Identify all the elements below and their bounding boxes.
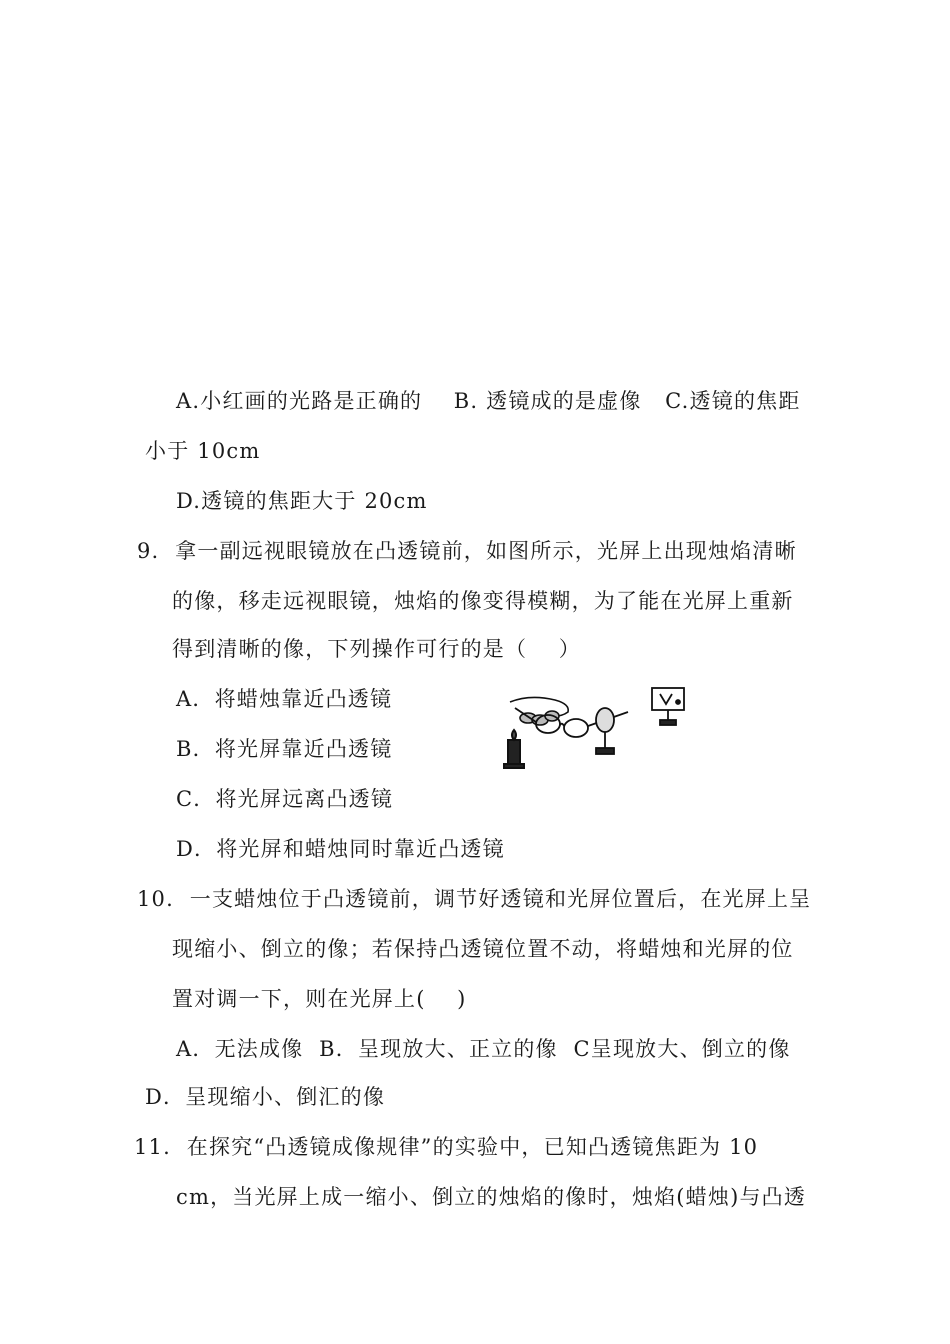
q9-option-b: B．将光屏靠近凸透镜 [176, 737, 393, 761]
q8-options-line-2: 小于 10cm [145, 439, 261, 463]
q10-stem-line-3: 置对调一下，则在光屏上( ) [172, 987, 467, 1011]
light-screen-icon [652, 688, 684, 725]
q10-options-line-1: A．无法成像 B．呈现放大、正立的像 C呈现放大、倒立的像 [176, 1037, 791, 1061]
q9-stem-line-1: 9. 拿一副远视眼镜放在凸透镜前，如图所示，光屏上出现烛焰清晰 [137, 539, 797, 563]
q9-stem-line-2: 的像，移走远视眼镜，烛焰的像变得模糊，为了能在光屏上重新 [172, 589, 794, 613]
candle-glasses-lens-screen-figure-icon [500, 680, 700, 775]
q9-option-c: C．将光屏远离凸透镜 [176, 787, 394, 811]
q9-option-d: D．将光屏和蜡烛同时靠近凸透镜 [176, 837, 505, 861]
q10-options-line-2: D．呈现缩小、倒汇的像 [145, 1085, 386, 1109]
q8-options-line-1: A.小红画的光路是正确的 B. 透镜成的是虚像 C.透镜的焦距 [176, 389, 801, 413]
q11-stem-line-1: 11. 在探究“凸透镜成像规律”的实验中，已知凸透镜焦距为 10 [134, 1135, 759, 1159]
q10-stem-line-2: 现缩小、倒立的像；若保持凸透镜位置不动，将蜡烛和光屏的位 [172, 937, 794, 961]
q10-stem-line-1: 10. 一支蜡烛位于凸透镜前，调节好透镜和光屏位置后，在光屏上呈 [137, 887, 812, 911]
q8-option-d: D.透镜的焦距大于 20cm [176, 489, 428, 513]
candle-icon [504, 730, 524, 768]
q11-stem-line-2: cm，当光屏上成一缩小、倒立的烛焰的像时，烛焰(蜡烛)与凸透 [176, 1185, 807, 1209]
q9-stem-line-3: 得到清晰的像，下列操作可行的是（ ） [172, 637, 581, 661]
convex-lens-icon [596, 708, 614, 754]
q9-option-a: A．将蜡烛靠近凸透镜 [176, 687, 393, 711]
